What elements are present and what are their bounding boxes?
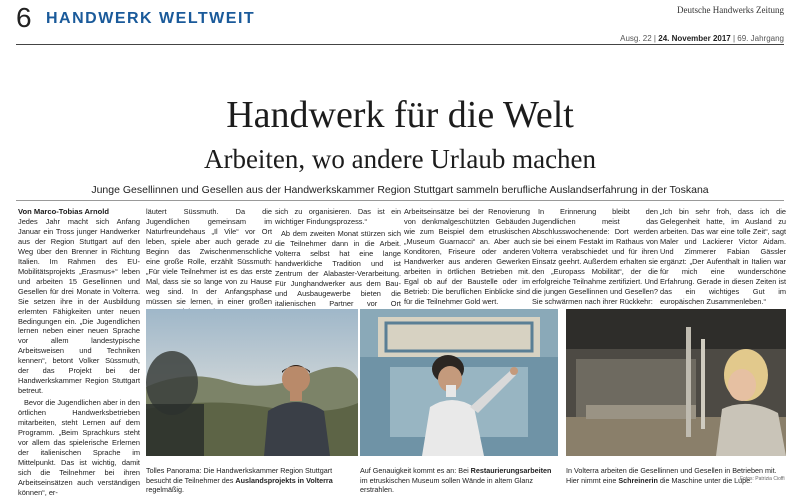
article-column-2 (146, 207, 272, 318)
issue-info (620, 34, 784, 43)
issue-number: Ausg. 22 | (620, 34, 657, 43)
article-column-1 (18, 217, 140, 500)
caption-highlight: Auslandsprojekts in Volterra (235, 475, 333, 485)
caption-text: im etruskischen Museum sollen Wände in altem Glanz erstrahlen. (360, 475, 533, 494)
photo-woodworking (566, 309, 786, 456)
paragraph: Arbeitseinsätze bei der Renovierung von denkmalgeschützten Gebäuden wie zum Beispiel dem etruskischen „Museum Guarnacci“ an. Aber auch Konditoren, Friseure oder anderen Handwerker aus anderen Gewerken arbeiten in örtlichen Betrieben mit. Egal ob auf der Baustelle oder im Betrieb: Die beruflichen Einblicke sind für die Teilnehmer Gold wert. (404, 207, 530, 306)
headline: Handwerk für die Welt (226, 94, 574, 136)
photo-woodworking-image (566, 309, 786, 456)
photo-restoration-image (360, 309, 558, 456)
caption-text: Tolles Panorama: Die Handwerkskammer Region Stuttgart besucht die Teilnehmer des (146, 466, 333, 485)
paragraph: Bevor die Jugendlichen aber in den örtlichen Handwerksbetrieben mitarbeiten, steht Lernen auf dem Programm. „Beim Sprachkurs steht vor allem das spielerische Erlernen der italienischen Sprache im Mittelpunkt. Das ist wichtig, damit sich die Teilnehmer bei ihren Arbeitseinsätzen auch verständigen können“, er- (18, 398, 140, 497)
article-column-6 (660, 207, 786, 309)
article-column-5 (532, 207, 658, 309)
caption-highlight: Restaurierungsarbeiten (470, 466, 552, 475)
teaser: Junge Gesellinnen und Gesellen aus der Handwerkskammer Region Stuttgart sammeln berufliche Auslandserfahrung in der Toskana (91, 184, 709, 196)
caption-highlight: Schreinerin (618, 475, 658, 485)
section-title: HANDWERK WELTWEIT (46, 10, 256, 27)
photo-panorama-image (146, 309, 358, 456)
paragraph: „Ich bin sehr froh, dass ich die Gelegenheit hatte, im Ausland zu arbeiten. Das war eine tolle Zeit“, sagt Maler und Lackierer Victor Aidam. Und Zimmerer Fabian Gässler ergänzt: „Der Aufenthalt in Italien war für mich eine wunderschöne Erfahrung. Gerade in diesen Zeiten ist das ein wichtiges Gut im europäischen Zusammenleben.“ (660, 207, 786, 306)
header-rule (16, 44, 784, 45)
paragraph: Jedes Jahr macht sich Anfang Januar ein Tross junger Handwerker aus der Region Stuttgart auf den Weg über den Brenner in Richtung Italien. Im Rahmen des EU-Mobilitätsprojekts „Erasmus+“ leben und arbeiten 15 Gesellinnen und Gesellen für drei Monate in Volterra. Sie setzen ihre in der Ausbildung erlernten Fähigkeiten unter neuen Bedingungen ein. „Die Jugendlichen lernen neben einer neuen Sprache vor allem landestypische Arbeitsweisen und Techniken kennen“, betont Volker Süssmuth, der das Projekt bei der Handwerkskammer Region Stuttgart betreut. (18, 217, 140, 396)
photo-credit: Fotos: Patrizia Cioffi (740, 476, 785, 482)
caption-text: regelmäßig. (146, 485, 184, 494)
issue-date: 24. November 2017 (658, 34, 731, 43)
article-column-4 (404, 207, 530, 309)
page-number: 6 (16, 2, 32, 33)
caption-restoration (360, 466, 558, 495)
newspaper-name: Deutsche Handwerks Zeitung (677, 5, 784, 15)
paragraph: sich zu organisieren. Das ist ein wichtiger Findungsprozess.“ (275, 207, 401, 226)
paragraph: In Erinnerung bleibt den Jugendlichen meist das Abschlusswochenende: Dort werden sie bei einem Festakt im Rathaus von Volterra verabschiedet und für ihren Einsatz geehrt. Außerdem erhalten sie den „Europass Mobilität“, der die erfolgreiche Teilnahme zertifiziert. Und die jungen Gesellinnen und Gesellen? Sie schwärmen nach ihrer Rückkehr: (532, 207, 658, 306)
caption-panorama (146, 466, 356, 495)
byline: Von Marco-Tobias Arnold (18, 207, 109, 216)
caption-text: In Volterra arbeiten die Gesellinnen und Gesellen in Betrieben mit. Hier nimmt eine (566, 466, 777, 485)
subheadline: Arbeiten, wo andere Urlaub machen (203, 144, 597, 174)
photo-panorama (146, 309, 358, 456)
photo-restoration (360, 309, 558, 456)
caption-text: Auf Genauigkeit kommt es an: Bei (360, 466, 471, 475)
caption-text: die Maschine unter die Lupe. (657, 475, 753, 485)
paragraph: Ab dem zweiten Monat stürzen sich die Teilnehmer dann in die Arbeit. Volterra selbst hat eine lange handwerkliche Tradition und ist Zentrum der Alabaster-Verarbeitung. Für Junghandwerker aus dem Bau- und Ausbaugewerbe bieten die italienischen Partner vor Ort (275, 228, 401, 308)
teaser-rule (16, 200, 784, 201)
issue-volume: | 69. Jahrgang (732, 34, 784, 43)
paragraph: läutert Süssmuth. Da die Jugendlichen gemeinsam im Naturfreundehaus „Il Vile“ vor Ort leben, spiele aber auch gerade zu Beginn das Zwischenmenschliche eine große Rolle, erzählt Süssmuth: „Für viele Teilnehmer ist es das erste Mal, dass sie so lange von zu Hause weg sind. In der Anfangsphase müssen sie lernen, in einer großen (146, 207, 272, 306)
article-column-3 (275, 207, 401, 320)
